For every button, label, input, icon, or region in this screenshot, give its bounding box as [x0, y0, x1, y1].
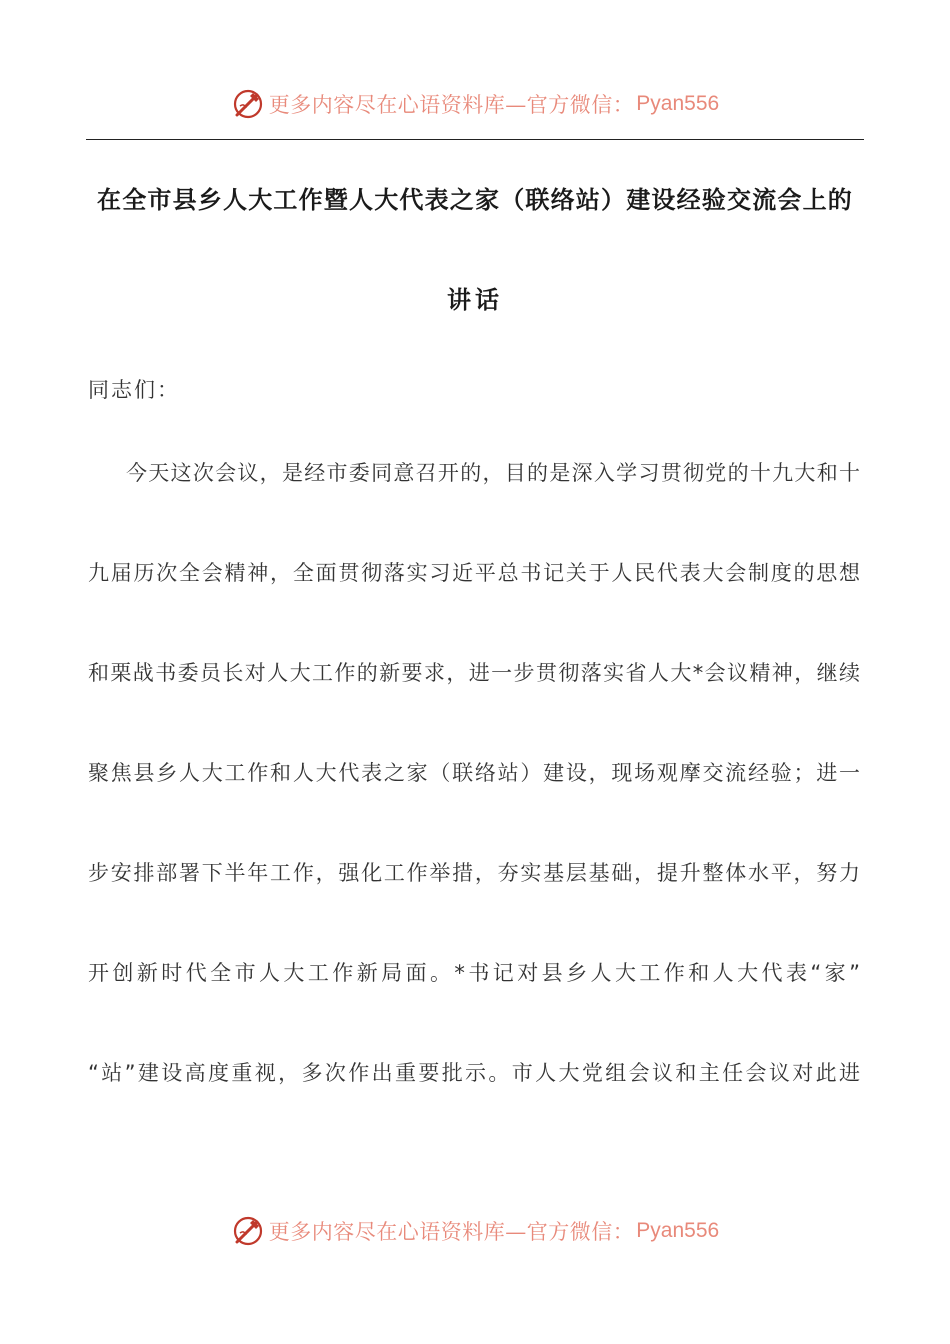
document-title-continued: 讲话: [447, 286, 503, 314]
body-line: 今天这次会议，是经市委同意召开的，目的是深入学习贯彻党的十九大和十: [126, 461, 860, 485]
header-banner: [0, 84, 950, 124]
body-line: “站”建设高度重视，多次作出重要批示。市人大党组会议和主任会议对此进: [88, 1061, 860, 1085]
banner-wechat-id: Pyan556: [636, 92, 720, 115]
header-divider: [86, 139, 864, 140]
footer-banner: [0, 1211, 950, 1251]
body-line: 九届历次全会精神，全面贯彻落实习近平总书记关于人民代表大会制度的思想: [88, 561, 860, 585]
body-line: 聚焦县乡人大工作和人大代表之家（联络站）建设，现场观摩交流经验；进一: [88, 761, 860, 785]
body-line: 开创新时代全市人大工作新局面。*书记对县乡人大工作和人大代表“家”: [88, 961, 860, 985]
pen-logo-icon: [231, 87, 265, 121]
banner-wechat-id: Pyan556: [636, 1219, 720, 1242]
body-line: 步安排部署下半年工作，强化工作举措，夯实基层基础，提升整体水平，努力: [88, 861, 860, 885]
salutation: 同志们：: [88, 378, 180, 402]
document-title: 在全市县乡人大工作暨人大代表之家（联络站）建设经验交流会上的: [97, 186, 853, 214]
body-line: 和栗战书委员长对人大工作的新要求，进一步贯彻落实省人大*会议精神，继续: [88, 661, 860, 685]
pen-logo-icon: [231, 1214, 265, 1248]
banner-text: 更多内容尽在心语资料库—官方微信：: [268, 93, 635, 117]
banner-text: 更多内容尽在心语资料库—官方微信：: [268, 1220, 635, 1244]
